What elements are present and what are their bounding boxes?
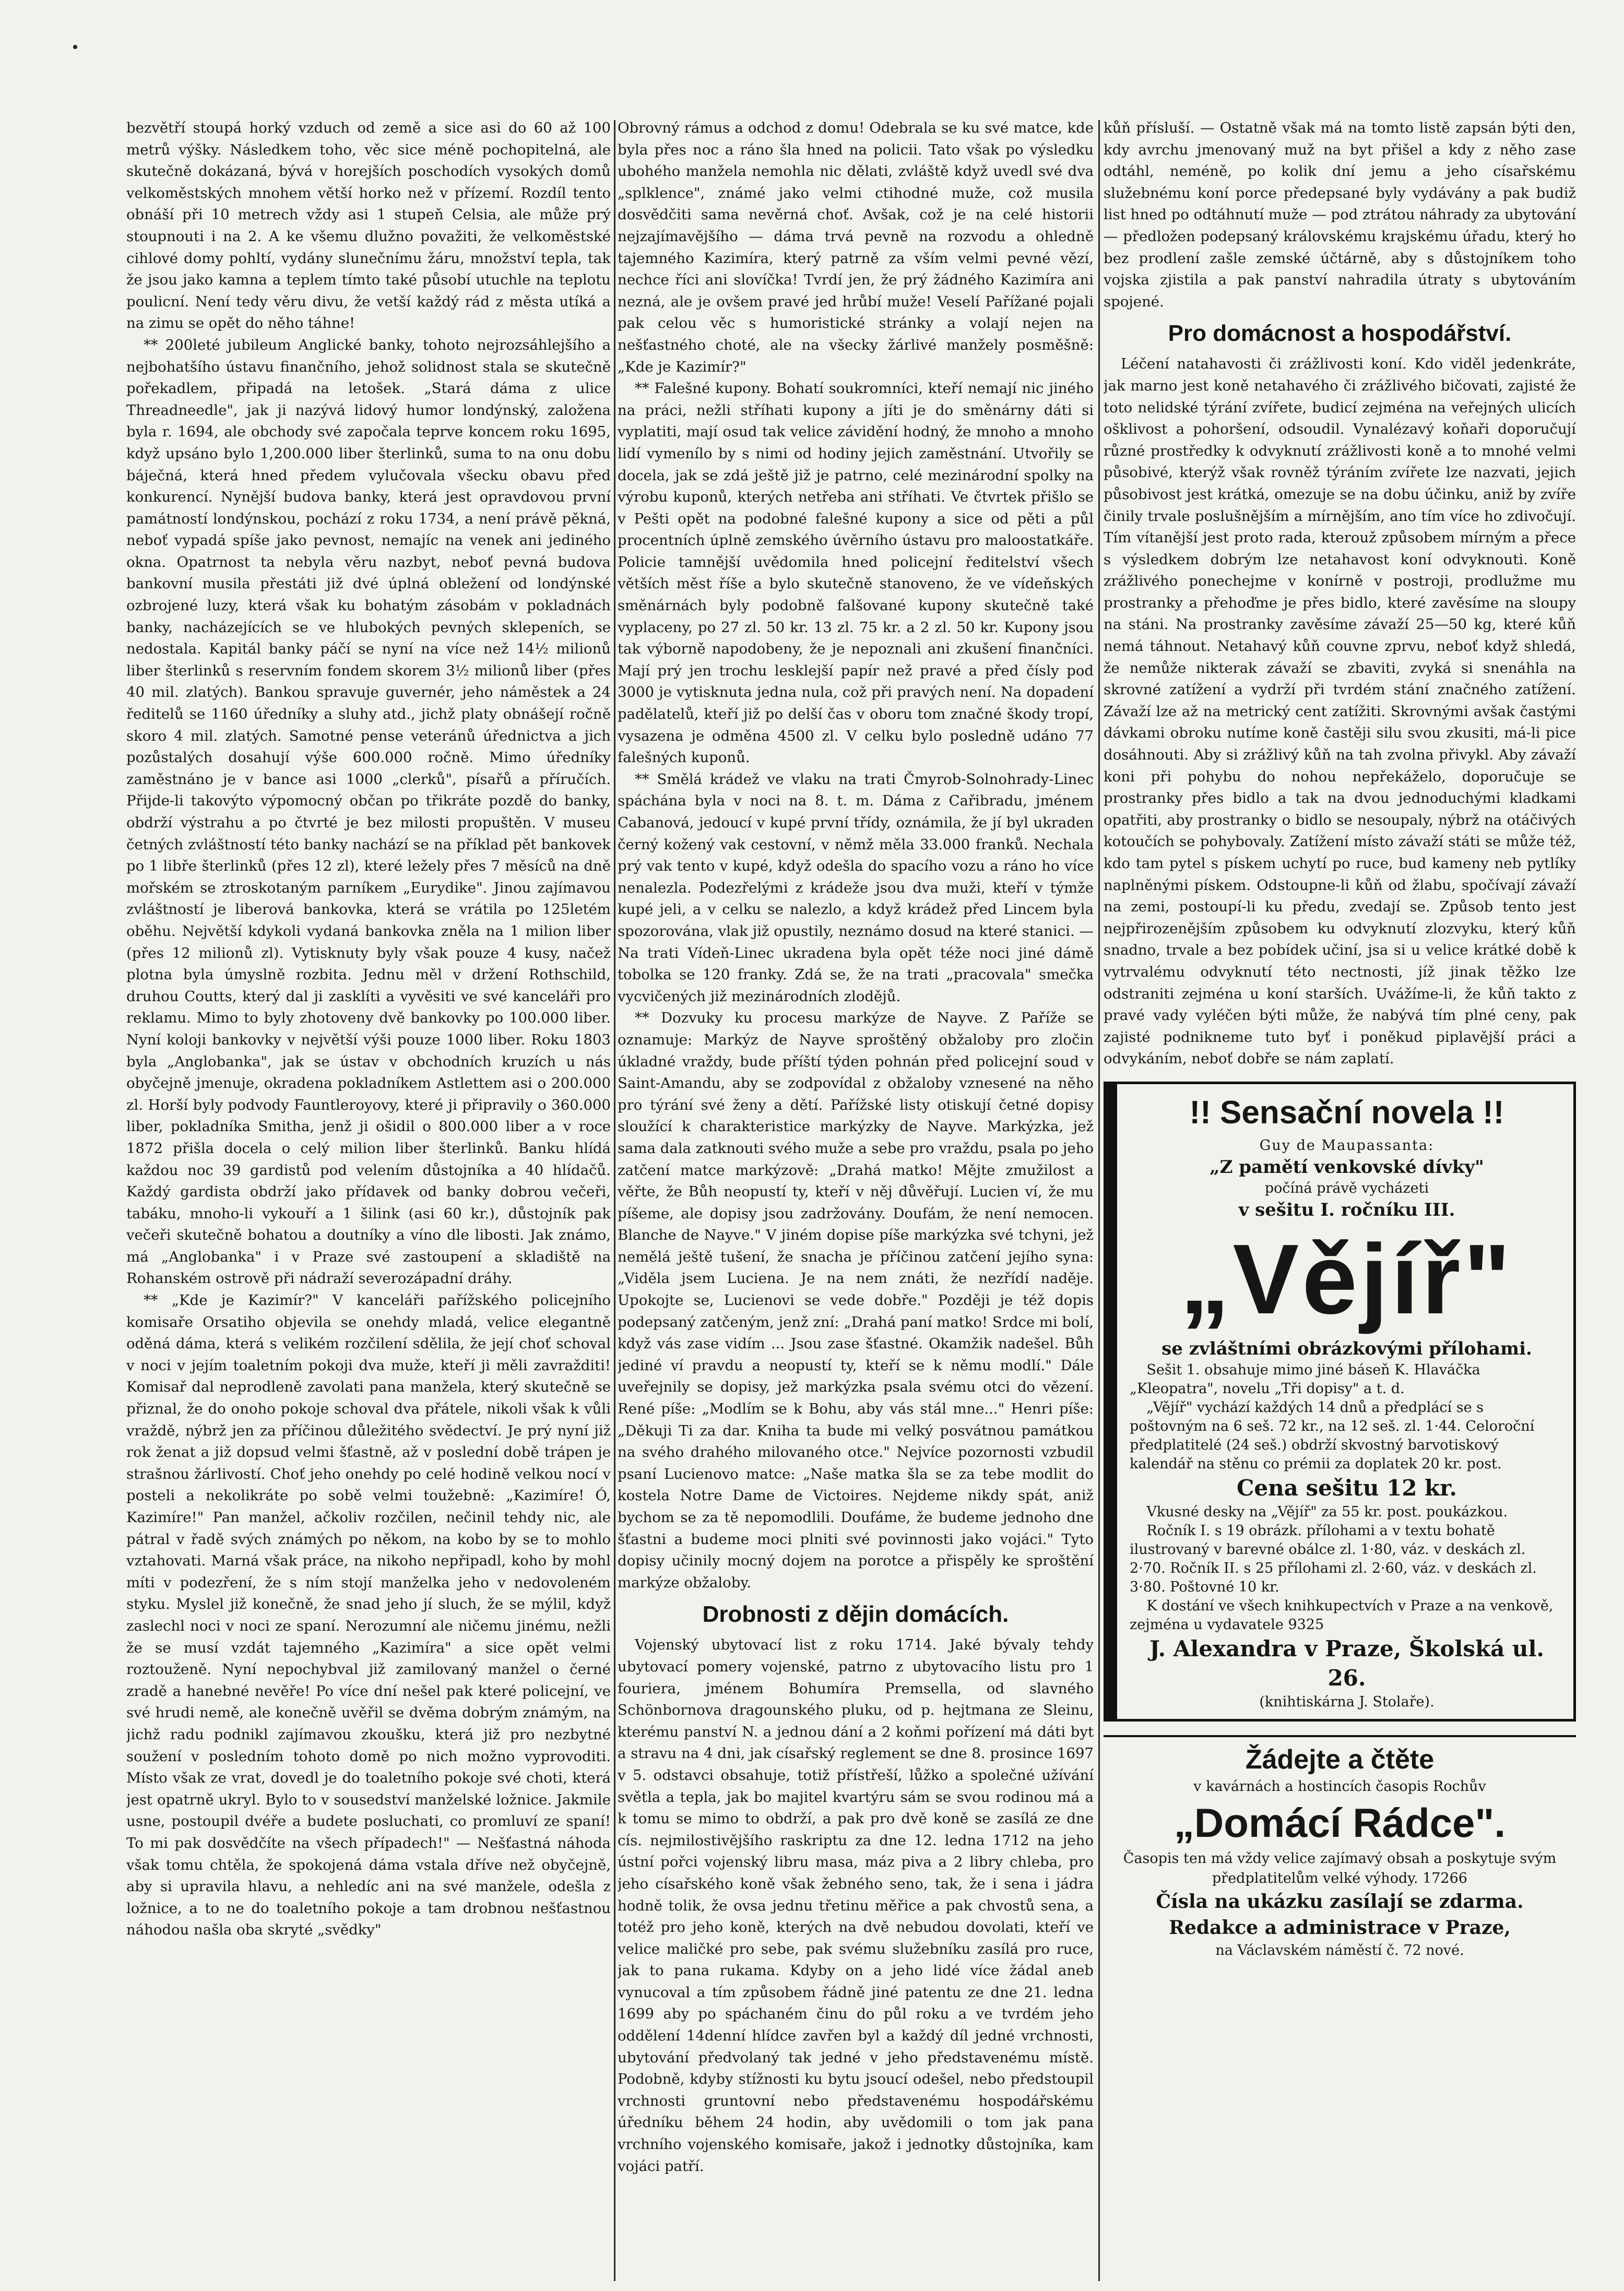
ad-price: Cena sešitu 12 kr. <box>1236 1475 1457 1501</box>
ad-printer: (knihtiskárna J. Stolaře). <box>1259 1693 1435 1710</box>
ad-title: „Z pamětí venkovské dívky" <box>1210 1156 1484 1178</box>
section-heading: Pro domácnost a hospodářství. <box>1168 320 1512 347</box>
paragraph: Vojenský ubytovací list z roku 1714. Jaké bývaly tehdy ubytovací pomery vojenské, patrno z ubytovacího listu pro 1 fouriera, jménem Bohumíra Premsella, od slavného Schönbornova dragounského pluku, od p. hejtmana ze Sleinu, kterému panství N. a jednou dání a 2 koňmi pořízení má dáti byt a stravu na 4 dni, jak císařský reglement se dne 8. prosince 1697 v 5. odstavci obsahuje, totiž přístřeší, lůžko a společné užívání světla a tepla, jak bo majitel kvartýru sám se svou rodinou má a k tomu se mimo to obdrží, a pak pro dvě koně se zasílá ze dne cís. nejmilostivějšího raskriptu za dne 12. ledna 1712 na jeho ústní pořci vojenský libru masa, máz piva a 2 libry chleba, pro jeho císařského koně však žebného seno, tak, že i sena i jádra hodně tolik, že ovsa jednu třetinu měřice a pak chvostů sena, a totéž pro jeho koně, kterých na dvě nebudou dovolati, kteří ve velice maličké pro sebe, pak svému služebníku zasílá pro ruce, jak to pana rukama. Kdyby on a jeho lidé více žádal aneb vynucoval a tím způsobem řádně jiné patentu ze dne 21. ledna 1699 aby po spáchaném činu do půl roku a ve tvrdém jeho oddělení 14denní hlídce zavřen byl a každý díl jedné vrchnosti, ubytování předvolaný tak jedné v jeho představenému místě. Podobně, kdyby stížnosti ku bytu jsoucí odešel, nebo předstoupil vrchnosti gruntovní nebo představenému hospodářskému úředníku během 24 hodin, aby uvědomili o tom jak pana vrchního vojenského komisaře, jakož i jednotky důstojníka, kam vojáci patří. <box>618 1636 1094 2175</box>
advertisement-vejir <box>1104 1082 1576 1722</box>
paragraph: kůň přísluší. — Ostatně však má na tomto listě zapsán býti den, kdy avrchu jmenovaný muž na byt přišel a kdy z něho zase odtáhl, neméně, po kolik dní jemu a jeho císařskému služebnému koní porce předepsané byly vydávány a pak budiž list hned po odtáhnutí muže — pod ztrátou náhrady za ubytování — předložen podepsaný královskému krajskému úřadu, který ho bez prodlení zašle zemské účtárně, aby s důstojníkem toho vojska zjistila a pak panství nahradila útraty s ubytováním spojené. <box>1104 120 1576 310</box>
column-rule <box>614 120 615 2281</box>
ad-orders: K dostání ve všech knihkupectvích v Praze a na venkově, zejména u vydavatele 9325 <box>1130 1597 1554 1633</box>
column-rule <box>1098 120 1100 2281</box>
ad-body: Časopis ten má vždy velice zajímavý obsah a poskytuje svým předplatitelům velké výhody. 17266 <box>1123 1850 1557 1886</box>
ad-intro-issue: v sešitu I. ročníku III. <box>1238 1199 1455 1220</box>
paragraph: Obrovný rámus a odchod z domu! Odebrala se ku své matce, kde byla přes noc a ráno šla hned na policii. Tato však po výsledku ubohého manžela nemohla nic dělati, zvláště když uvedl své dva „splklence", známé jako velmi ctihodné muže, což musila dosvědčiti sama nevěrná choť. Avšak, což je na celé historii nejzajímavějšího — dáma trvá pevně na rozvodu a ohledně tajemného Kazimíra, který patrně za vším velmi pevné vězí, nechce říci ani slovíčka! Tvrdí jen, že prý žádného Kazimíra ani nezná, ale je ovšem pravé jed hrůbí muže! Veselí Pařížané pojali pak celou věc s humoristické stránky a volají nejen na nešťastného choté, ale na všecky žárlivé manžely posměšně: „Kde je Kazimír?" <box>618 120 1094 375</box>
ad-headline: !! Sensační novela !! <box>1189 1094 1504 1131</box>
section-heading: Drobnosti z dějin domácích. <box>702 1601 1009 1628</box>
ad-author: Guy de Maupassanta: <box>1259 1137 1435 1154</box>
ad-body-2: „Vějíř" vychází každých 14 dnů a předplácí se s poštovným na 6 seš. 72 kr., na 12 seš. zl. 1·44. Celoroční předplatitelé (24 seš.) obdrží skvostný barvotiskový kalendář na stěnu co prémii za doplatek 20 kr. post. <box>1130 1399 1535 1472</box>
paragraph: ** „Kde je Kazimír?" V kanceláři pařížského policejního komisaře Orsatiho objevila se onehdy mladá, velice elegantně oděná dáma, která s velikém rozčilení sdělila, že její choť schoval v noci v jejím toaletním pokoji dva muže, kteří ji měli zavražditi! Komisař dal neprodleně zavolati pana manžela, který skutečně se přiznal, že do onoho pokoje schoval dva přátele, nikoli však k vůli vraždě, nýbrž jen za příčinou důležitého svědectví. Je prý nyní již rok ženat a již dopsud velmi šťastně, až v poslední době trápen je strašnou žárlivostí. Choť jeho onehdy po celé hodině velkou nocí v posteli a nekolikráte po sobě velmi toužebně: „Kazimíre! Ó, Kazimíre!" Pan manžel, ačkoliv rozčilen, nečinil tehdy nic, ale pátral v řadě svých známých po někom, na kobo by se to mohlo vztahovati. Marná však práce, na nikoho nepřipadl, koho by mohl míti v podezření, že s ním stojí manželka jeho v nedovoleném styku. Myslel již konečně, že snad jeho jí sluch, že se mýlil, když zaslechl noci v noci ze spaní. Nerozumní ale ničemu jinému, nežli že se musí vzdát tajemného „Kazimíra" a sice opět velmi roztouženě. Nyní nepochybval již zamilovaný manžel o černé zradě a hanebné nevěře! Po více dní nešel pak které policejní, ve své hrudi nemě, ale konečně uvěřil se dvěma dobrým známým, na jichž radu podnikl zajímavou zkoušku, která již pro nezbytné soužení v posledním tohoto domě po nich možno vyprovoditi. Místo však ze vrat, dovedl je do toaletního pokoje své choti, která jest opatrně ukryl. Bylo to v sousedství manželské ložnice. Jakmile usne, postoupil dvéře a budete posluchati, co promluví ze spaní! To mi pak dosvědčíte na všech případech!" — Nešťastná náhoda však tomu chtěla, že spokojená dáma vstala dříve než obyčejně, aby si upravila hlavu, a nehledíc ani na své manžele, odešla z ložnice, a to ne do toaletního pokoje a tam drobnou nešťastnou náhodou našla oba skryté „svědky" <box>126 1292 611 1939</box>
ad-covers: Vkusné desky na „Vějíř" za 55 kr. post. poukázkou. <box>1146 1503 1508 1520</box>
column-left <box>126 117 611 2278</box>
paragraph: Léčení natahavosti či zrážlivosti koní. Kdo viděl jedenkráte, jak marno jest koně netahavého či zrážlivého bičovati, zajisté že toto nelidské týrání zvířete, budicí zejména na veřejných ulicích ošklivost a pohoršení, odsoudil. Vynalézavý koňaři doporučují různé prostředky k odvyknutí zrážlivosti koně a to mnohé velmi působivé, kterýž však rovněž týráním zvířete lze nazvati, jejich působivost jest krátká, omezuje se na dobu účinku, aniž by zvíře činily trvale poslušnějším a mírnějším, ano tím více ho zdivočují. Tím vítanější jest proto rada, kterouž způsobem mírným a přece s výsledkem dobrým lze netahavost koní odvyknouti. Koně zrážlivého ponechejme v konírně v postroji, prodlužme mu prostranky a přehoďme je přes bidlo, které zavěsíme na sloupy na stáni. Na prostranky zavěsíme závaží 25—50 kg, které kůň nemá táhnout. Netahavý kůň couvne zprvu, neboť když shledá, že nemůže nikterak závaží se zbaviti, zvyká si snenáhla na skrovné zatížení a vydrží při tvrdém stání značného zatížení. Závaží lze až na metrický cent zatížiti. Skrovnými avšak častými dávkami obroku nutíme koně častěji silu svou zkusiti, má-li pice dosáhnouti. Aby si zrážlivý kůň na tah zvolna přivykl. Aby závaží koni při pohybu do nohou nepřekáželo, doporučuje se prostranky přes bidlo a tak na dvou jednoduchými kladkami opatřiti, aby prostranky o bidlo se nesoupaly, nýbrž na otáčivých kotoučích se pohybovaly. Zatížení místo závaží státi se může též, kdo tam pytel s pískem uchytí po ruce, bud kameny neb pytlíky naplněnými pískem. Odstoupne-li kůň od žlabu, spočívají závaží na zemi, postoupí-li ku předu, zvedají se. Způsob tento jest nejpřirozenějším způsobem ku odvyknutí zlozvyku, který kůň snadno, trvale a bez pobídek učiní, jsa si u velice krátké době k vytrvalému odvyknutí této nectnosti, jíž jinak těžko lze odstraniti zejména u koní starších. Uvážíme-li, že kůň takto z pravé vady vyléčen býti může, že nabývá tím plné ceny, pak zajisté podnikneme tuto byť i poněkud piplavější práci a odvykáním, neboť dobře se nám zaplatí. <box>1104 355 1576 1067</box>
ad-address: na Václavském náměstí č. 72 nové. <box>1215 1942 1464 1958</box>
ad-intro: počíná právě vycházeti <box>1264 1180 1429 1196</box>
column-middle <box>618 117 1094 2278</box>
ad-brand: „Vějíř" <box>1180 1224 1514 1335</box>
paragraph: ** Falešné kupony. Bohatí soukromníci, kteří nemají nic jiného na práci, nežli stříhati kupony a jíti je do směnárny dáti si vyplatiti, mají osud tak velice závidění hodný, že mnoho a mnoho lidí vymenílo by s nimi od hodiny jejich zaměstnání. Utvořily se docela, jak se zdá ještě již je patrno, celé mezinárodní spolky na výrobu kuponů, kterých netřeba ani stříhati. Ve čtvrtek přišlo se v Pešti opět na podobné falešné kupony a sice od pěti a půl procentních úplně zemského úvěrního ústavu pro maloostatkáře. Policie tamnější uvědomila hned policejní ředitelství všech větších měst říše a bylo skutečně stanoveno, že ve vídeňských směnárnách byly podobně falšované kupony skutečně také vyplaceny, po 27 zl. 50 kr. 13 zl. 75 kr. a 2 zl. 50 kr. Kupony jsou tak výborně napodobeny, že je nepoznali ani zkušení finančníci. Mají prý jen trochu lesklejší papír než pravé a před čísly pod 3000 je vytisknuta jedna nula, což při pravých není. Na dopadení padělatelů, kteří již po delší čas v oboru tom značné škody tropí, vysazena je odměna 4500 zl. V celku bylo posledně udáno 77 falešných kuponů. <box>618 380 1094 766</box>
paragraph: ** Smělá krádež ve vlaku na trati Čmyrob-Solnohrady-Linec spáchána byla v noci na 8. t. m. Dáma z Cařibradu, jménem Cabanová, jedoucí v kupé první třídy, oznámila, že jí byl ukraden černý kožený vak cestovní, v němž měla 33.000 franků. Nechala prý vak tento v kupé, když odešla do spacího vozu a ráno ho více nenalezla. Podezřelými z krádeže jsou dva muži, kteří v týmže kupé jeli, a v celku se nalezlo, a když krádež před Lincem byla spozorována, vlak již opustily, neznámo dosud na které stanici. — Na trati Vídeň-Linec ukradena byla opět téže noci jiné dámě tobolka se 120 franky. Zdá se, že na trati „pracovala" smečka vycvičených již mezinárodních zlodějů. <box>618 770 1094 1005</box>
ad-top: Žádejte a čtěte <box>1245 1744 1435 1775</box>
paragraph: bezvětří stoupá horký vzduch od země a sice asi do 60 až 100 metrů výšky. Následkem toho, věc sice méně pochopitelná, ale skutečně dokázaná, bývá v horejších poschodích vysokých domů velkoměstských mnohem větší horko než v přízemí. Rozdíl tento obnáší při 10 metrech vždy asi 1 stupeň Celsia, ale může prý stoupnouti i na 2. A ke všemu dlužno považiti, že velkoměstské cihlové domy pohltí, vydány slunečnímu žáru, množství tepla, tak že jsou jako kamna a teplem tímto také působí utuchle na teplotu poulicní. Není tedy věru divu, že vetší každý rád z města utíká a na zimu se opět do něho táhne! <box>126 120 611 332</box>
ad-sub: v kavárnách a hostincích časopis Rochův <box>1193 1778 1486 1795</box>
ad-publisher: J. Alexandra v Praze, Školská ul. 26. <box>1149 1635 1545 1691</box>
ad-attachments: se zvláštními obrázkovými přílohami. <box>1161 1338 1532 1359</box>
ad-free-copies: Čísla na ukázku zasílají se zdarma. <box>1156 1890 1524 1913</box>
ad-brand: „Domácí Rádce". <box>1173 1799 1506 1846</box>
column-right <box>1104 117 1576 2278</box>
page-speck-icon <box>73 45 77 49</box>
advertisement-domaci-radce <box>1104 1735 1576 1961</box>
paragraph: ** Dozvuky ku procesu markýze de Nayve. Z Paříže se oznamuje: Markýz de Nayve sproštěný obžaloby pro zločin úkladné vraždy, bude příští týden pohnán před policejní soud v Saint-Amandu, aby se zodpovídal z obžaloby vznesené na něho pro týrání své ženy a dětí. Pařížské listy otiskují četné dopisy sloužící k charakteristice markýzky de Nayve. Markýzka, jež sama dala zatknouti svého muže a sebe pro vraždu, psala po jeho zatčení matce markýzově: „Drahá matko! Mějte zmužilost a věřte, že Bůh neopustí ty, kteří v něj důvěřují. Lucien ví, že mu píšeme, ale dopisy jsou zadržovány. Doufám, že není nemocen. Blanche de Nayve." V jiném dopise píše markýzka své tchyni, jež nemělá ještě tušení, že snacha je příčinou zatčení jejího syna: „Viděla jsem Luciena. Je na nem znáti, že nezřídí naděje. Upokojte se, Lucienovi se vede dobře." Později je též dopis podepsaný zatčeným, jenž zní: „Drahá paní matko! Srdce mi bolí, když vás zase vidím ... Jsou zase šťastné. Okamžik nadešel. Bůh jediné ví pravdu a neopustí ty, kteří se k němu modlí." Dále uveřejnily se dopisy, jež markýzka psala svému otci do vězení. René píše: „Modlím se k Bohu, aby vás stál mne..." Henri píše: „Děkuji Ti za dar. Kniha ta bude mi velký posvátnou památkou na svého drahého milovaného otce." Nejvíce pozornosti vzbudil psaní Lucienovo matce: „Naše matka šla se za tebe modlit do kostela Notre Dame de Victoires. Nejdeme nikdy spát, aniž bychom se za tě nepomodlili. Doufáme, že budeme jednoho dne šťastni a budeme moci plniti své povinnosti jako vojáci." Tyto dopisy učinily mocný dojem na porotce a přispěly ke sproštění markýze obžaloby. <box>618 1010 1094 1591</box>
ad-body: Sešit 1. obsahuje mimo jiné báseň K. Hlaváčka „Kleopatra", novelu „Tři dopisy" a t. d. <box>1130 1361 1480 1397</box>
ad-office: Redakce a administrace v Praze, <box>1169 1916 1511 1939</box>
ad-volumes: Ročník I. s 19 obrázk. přílohami a v textu bohatě ilustrovaný v barevné obálce zl. 1·80, váz. v deskách zl. 2·70. Ročník II. s 25 přílohami zl. 2·60, váz. v deskách zl. 3·80. Poštovné 10 kr. <box>1130 1522 1537 1595</box>
paragraph: ** 200leté jubileum Anglické banky, tohoto nejrozsáhlejšího a nejbohatšího ústavu finančního, jehož solidnost stala se skutečně pořekadlem, připadá na letošek. „Stará dáma z ulice Threadneedle", jak ji nazývá lidový humor londýnský, založena byla r. 1694, ale obchody své započala teprve koncem roku 1695, když upsáno bylo 1,200.000 liber šterlinků, suma to na onu dobu báječná, která hned předem vylučovala všecku obavu před konkurencí. Nynější budova banky, která jest opravdovou první památností londýnskou, pochází z roku 1734, a není právě pěkná, neboť vypadá spíše jako pevnost, nemajíc na venek ani jediného okna. Opatrnost ta nebyla věru nazbyt, neboť pevná budova bankovní musila přestáti již dvé úplná obležení od londýnské ozbrojené luzy, která však ku bohatým zásobám v pokladnách banky, nacházejících se ve hlubokých pevných sklepeních, se nedostala. Kapitál banky páčí se nyní na více než 14½ milionů liber šterlinků s reservním fondem skorem 3½ milionů liber (přes 40 mil. zlatých). Bankou spravuje guvernér, jeho náměstek a 24 ředitelů se 1160 úředníky a sluhy atd., jichž platy obnášejí ročně skoro 4 mil. zlatých. Samotné pense veteránů úřednictva a jich pozůstalých dosahují výše 600.000 ročně. Mimo úředníky zaměstnáno je v bance asi 1000 „clerků", písařů a příručích. Přijde-li takovýto výpomocný občan po třikráte pozdě do banky, obdrží výstrahu a po čtvrté je bez milosti propuštěn. V museu četných zvláštností této banky nachází se na příklad pět bankovek po 1 libře šterlinků (přes 12 zl), které ležely přes 7 měsíců na dně mořském se ztroskotaným parníkem „Eurydike". Jinou zajímavou zvláštností je liberová bankovka, která se vrátila po 125letém oběhu. Největší kdykoli vydaná bankovka zněla na 1 milion liber (přes 12 milionů zl). Vytisknuty byly však pouze 4 kusy, načež plotna byla úmyslně rozbita. Jednu měl v držení Rothschild, druhou Coutts, který dal ji zasklíti a vyvěsiti ve své kanceláři pro reklamu. Mimo to byly zhotoveny dvě bankovky po 100.000 liber. Nyní koloji bankovky v největší výši pouze 1000 liber. Roku 1803 byla „Anglobanka", jak se ústav v obchodních kruzích u nás obyčejně jmenuje, okradena pokladníkem Astlettem asi o 200.000 zl. Horší byly podvody Fauntleroyovy, které ji připravily o 360.000 liber, pokladníka Smitha, jenž ji ošidil o 800.000 liber a v roce 1872 přišla docela o celý milion liber šterlinků. Banku hlídá každou noc 39 gardistů pod velením důstojníka a 40 hlídačů. Každý gardista obdrží jako přídavek od banky dobrou večeři, tabáku, mnoho-li vykouří a 1 šilink (asi 60 kr.), důstojník pak večeři skutečně bohatou a doutníky a víno dle libosti. Jak známo, má „Anglobanka" i v Praze své zastoupení a skladiště na Rohanském ostrově při nádraží severozápadní dráhy. <box>126 336 611 1287</box>
